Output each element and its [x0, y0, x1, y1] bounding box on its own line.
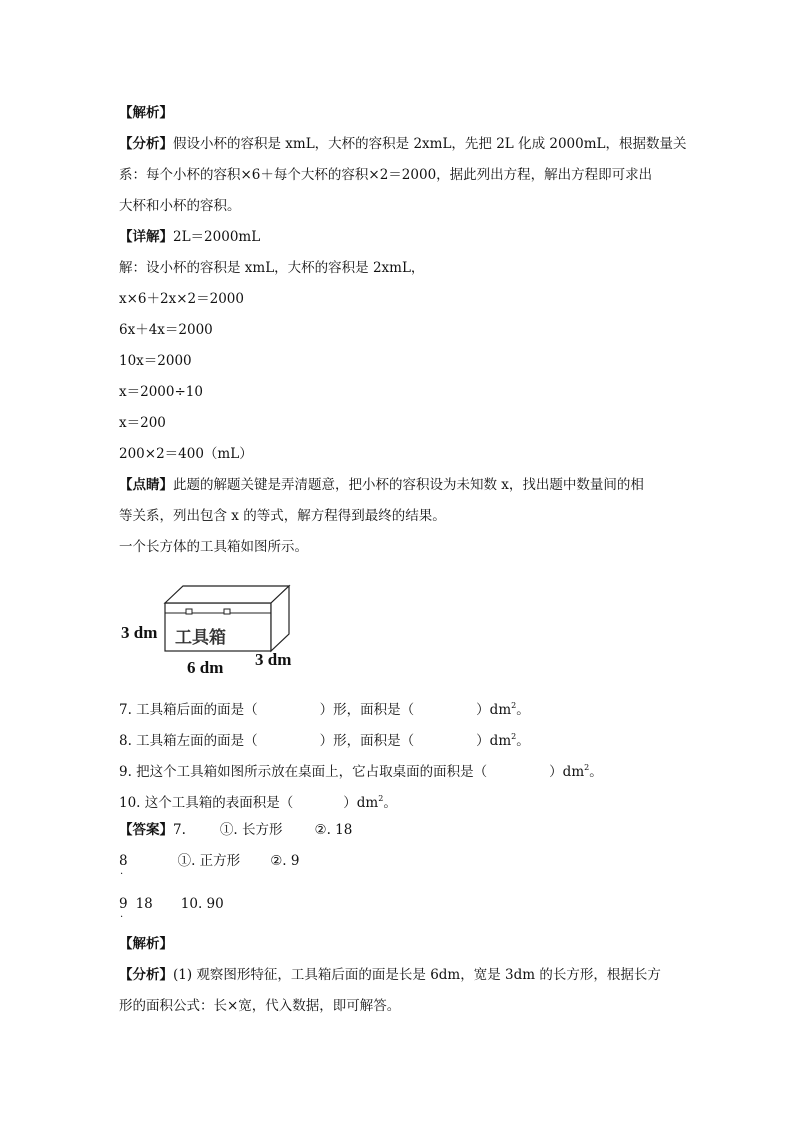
solution-step: x＝2000÷10 [119, 384, 203, 400]
analysis-2-text-line-1: (1) 观察图形特征，工具箱后面的面是长是 6dm，宽是 3dm 的长方形，根据长方 [173, 967, 661, 983]
period: 。 [383, 795, 397, 811]
answer-9-10 [119, 895, 224, 913]
answer-7 [119, 821, 352, 839]
solution-step: x＝200 [119, 415, 166, 431]
analysis-paragraph-1 [119, 135, 686, 153]
analysis-paragraph-2 [119, 966, 661, 984]
question-9-part-a: 9. 把这个工具箱如图所示放在桌面上，它占取桌面的面积是（ [119, 764, 488, 780]
square-superscript: 2 [584, 763, 590, 772]
box-top-face [165, 586, 289, 603]
square-superscript: 2 [511, 732, 517, 741]
answer-8 [119, 852, 299, 870]
answer-9-value: 18 [135, 896, 153, 912]
question-7-part-b: ）形，面积是（ [319, 702, 415, 718]
length-label: 6 dm [187, 658, 224, 677]
question-10-part-a: 10. 这个工具箱的表面积是（ [119, 795, 294, 811]
answer-10: 10. 90 [180, 896, 224, 912]
solution-step: x×6＋2x×2＝2000 [119, 291, 244, 307]
question-8 [119, 728, 530, 750]
latch-icon [186, 609, 192, 614]
solution-step: 解：设小杯的容积是 xmL，大杯的容积是 2xmL， [119, 260, 425, 276]
answer-8-dot: . [120, 866, 124, 877]
question-8-part-a: 8. 工具箱左面的面是（ [119, 733, 258, 749]
problem-intro: 一个长方体的工具箱如图所示。 [119, 539, 308, 555]
answer-tag: 【答案】 [119, 822, 173, 838]
detail-text: 2L＝2000mL [173, 229, 261, 245]
analysis-text-line-3: 大杯和小杯的容积。 [119, 198, 241, 214]
solution-step: 10x＝2000 [119, 353, 192, 369]
width-label: 3 dm [255, 650, 292, 669]
detail-tag: 【详解】 [119, 229, 173, 245]
analysis-tag: 【分析】 [119, 136, 173, 152]
jiexi-heading-2: 【解析】 [119, 936, 173, 952]
detail-line [119, 228, 260, 246]
answer-7-choice-2: ②. 18 [314, 822, 353, 838]
height-label: 3 dm [121, 623, 158, 642]
square-superscript: 2 [511, 701, 517, 710]
answer-8-choice-1: ①. 正方形 [177, 853, 241, 869]
analysis-tag: 【分析】 [119, 967, 173, 983]
answer-9-number: 9 [119, 896, 128, 912]
analysis-2-text-line-2: 形的面积公式：长×宽，代入数据，即可解答。 [119, 998, 401, 1014]
answer-7-number: 7. [173, 822, 186, 838]
solution-step: 200×2＝400（mL） [119, 446, 253, 462]
answer-8-number: 8 [119, 853, 128, 869]
square-superscript: 2 [378, 794, 384, 803]
toolbox-figure [119, 580, 299, 678]
solution-step: 6x＋4x＝2000 [119, 322, 213, 338]
question-7-part-a: 7. 工具箱后面的面是（ [119, 702, 258, 718]
answer-7-choice-1: ①. 长方形 [219, 822, 283, 838]
question-8-part-b: ）形，面积是（ [319, 733, 415, 749]
jiexi-heading-1: 【解析】 [119, 105, 173, 121]
question-7-unit: ）dm [476, 702, 512, 718]
question-9 [119, 759, 603, 781]
period: 。 [516, 733, 530, 749]
question-8-unit: ）dm [476, 733, 512, 749]
answer-9-dot: . [120, 909, 124, 920]
analysis-text-line-2: 系：每个小杯的容积×6＋每个大杯的容积×2＝2000，据此列出方程，解出方程即可求出 [119, 167, 653, 183]
question-10-unit: ）dm [343, 795, 379, 811]
latch-icon [224, 609, 230, 614]
key-point-text-1: 此题的解题关键是弄清题意，把小杯的容积设为未知数 x，找出题中数量间的相 [173, 477, 644, 493]
box-label: 工具箱 [175, 628, 226, 648]
key-point-text-2: 等关系，列出包含 x 的等式，解方程得到最终的结果。 [119, 508, 446, 524]
question-7 [119, 697, 530, 719]
question-9-unit: ）dm [549, 764, 585, 780]
analysis-text-line-1: 假设小杯的容积是 xmL，大杯的容积是 2xmL，先把 2L 化成 2000mL，根据数量关 [173, 136, 687, 152]
period: 。 [516, 702, 530, 718]
question-10 [119, 790, 397, 812]
answer-8-choice-2: ②. 9 [270, 853, 300, 869]
key-point-line-1 [119, 476, 644, 494]
key-point-tag: 【点睛】 [119, 477, 173, 493]
period: 。 [589, 764, 603, 780]
